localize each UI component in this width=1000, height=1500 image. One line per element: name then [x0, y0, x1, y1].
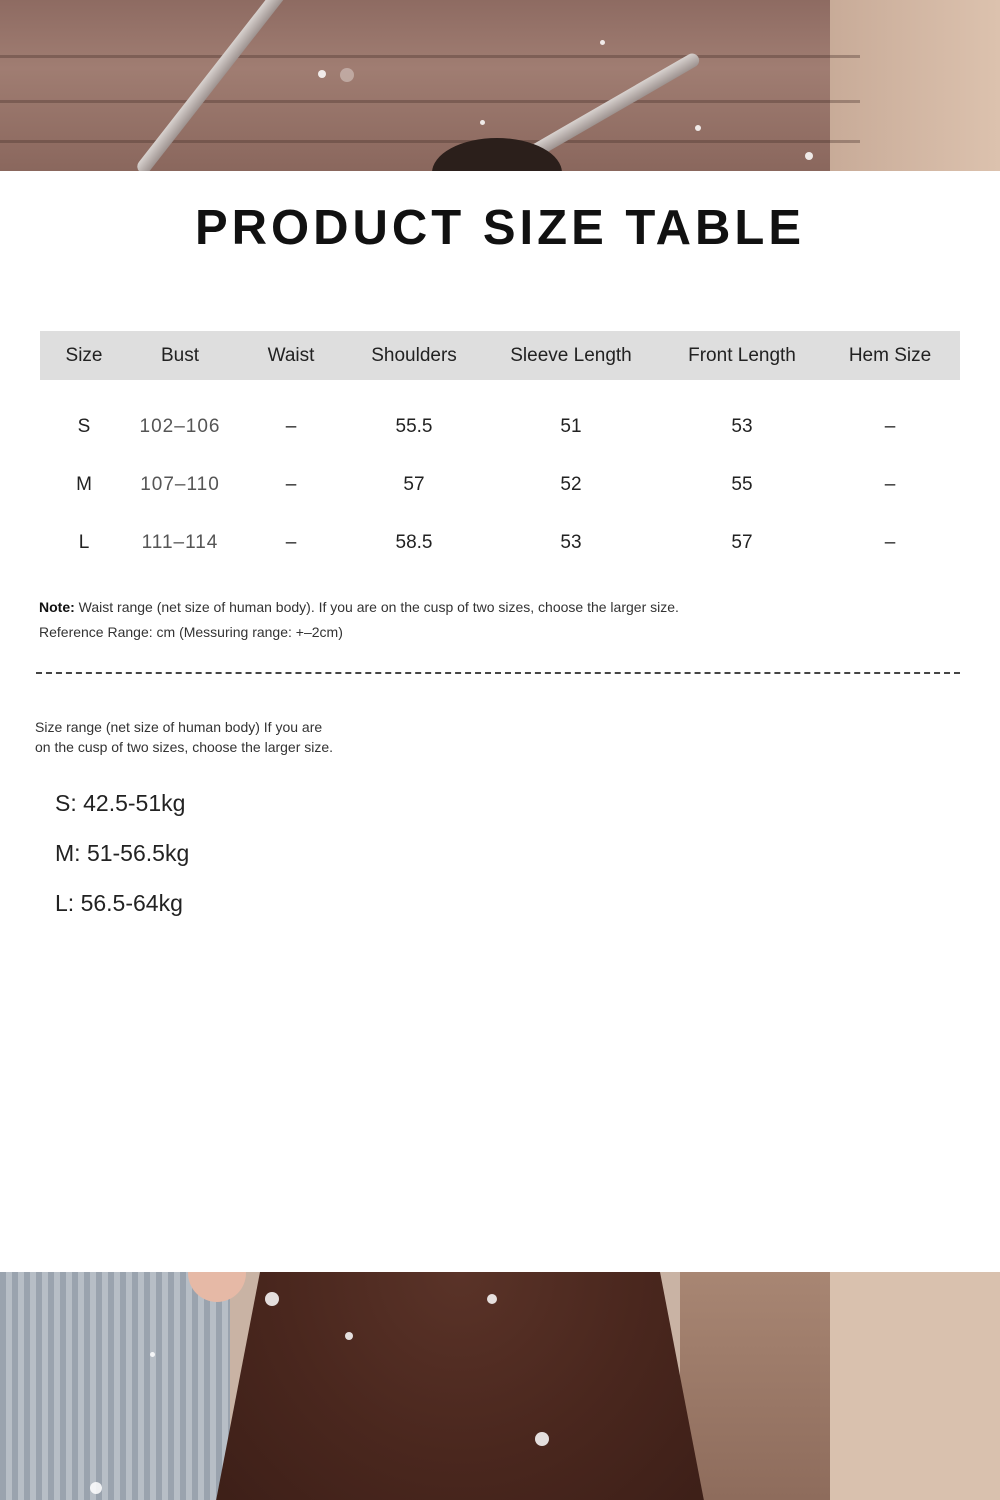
cell-shoulders: 57	[403, 474, 425, 495]
note-label: Note:	[39, 599, 75, 615]
photo-velvet-skirt	[210, 1272, 710, 1500]
cell-hem-size: –	[884, 474, 896, 495]
note-line	[39, 595, 679, 620]
header-bust: Bust	[160, 344, 200, 366]
cell-front-length: 57	[731, 532, 753, 553]
snowflake	[345, 1332, 353, 1340]
snowflake	[150, 1352, 155, 1357]
snowflake	[480, 120, 485, 125]
header-shoulders: Shoulders	[371, 344, 457, 366]
cell-bust: 111–114	[141, 532, 219, 553]
table-row	[40, 514, 960, 572]
top-product-photo	[0, 0, 1000, 171]
cell-shoulders: 58.5	[395, 532, 433, 553]
size-range-description	[35, 717, 395, 757]
table-row	[40, 456, 960, 514]
snowflake	[318, 70, 326, 78]
photo-wall-stripe	[0, 140, 860, 143]
header-hem-size: Hem Size	[848, 344, 932, 366]
bottom-product-photo	[0, 1272, 1000, 1500]
photo-wall	[830, 0, 1000, 171]
cell-sleeve-length: 51	[560, 416, 582, 437]
weight-item-l: L: 56.5-64kg	[55, 890, 183, 916]
snowflake	[265, 1292, 279, 1306]
size-range-line: on the cusp of two sizes, choose the larger size.	[35, 739, 334, 755]
photo-wall-stripe	[0, 100, 860, 103]
weight-list	[55, 785, 189, 935]
photo-wall-stripe	[0, 55, 860, 58]
cell-hem-size: –	[884, 532, 896, 553]
photo-wall	[830, 1272, 1000, 1500]
cell-waist: –	[285, 532, 297, 553]
header-front-length: Front Length	[688, 344, 796, 366]
snowflake	[600, 40, 605, 45]
table-header-row	[40, 331, 960, 380]
cell-front-length: 53	[731, 416, 753, 437]
size-table	[40, 331, 960, 572]
weight-item-m: M: 51-56.5kg	[55, 840, 190, 866]
photo-branch	[522, 51, 702, 163]
cell-sleeve-length: 53	[560, 532, 582, 553]
cell-bust: 102–106	[139, 416, 221, 437]
snowflake	[535, 1432, 549, 1446]
cell-size: M	[76, 474, 92, 495]
weight-item-s: S: 42.5-51kg	[55, 790, 186, 816]
photo-branch	[134, 0, 287, 171]
header-waist: Waist	[267, 344, 315, 366]
size-note	[39, 595, 679, 645]
snowflake	[90, 1482, 102, 1494]
header-size: Size	[65, 344, 103, 366]
cell-waist: –	[285, 474, 297, 495]
cell-size: S	[77, 416, 91, 437]
snowflake	[695, 125, 701, 131]
cell-bust: 107–110	[140, 474, 220, 495]
photo-wall	[680, 1272, 830, 1500]
cell-hem-size: –	[884, 416, 896, 437]
cell-sleeve-length: 52	[560, 474, 582, 495]
snowflake	[487, 1294, 497, 1304]
cell-size: L	[78, 532, 90, 553]
photo-background-buildings	[0, 1272, 230, 1500]
header-sleeve-length: Sleeve Length	[510, 344, 632, 366]
cell-shoulders: 55.5	[395, 416, 433, 437]
dashed-divider	[36, 672, 960, 674]
snowflake	[805, 152, 813, 160]
page-title: PRODUCT SIZE TABLE	[194, 201, 806, 255]
cell-front-length: 55	[731, 474, 753, 495]
snowflake	[340, 68, 354, 82]
cell-waist: –	[285, 416, 297, 437]
note-text: Waist range (net size of human body). If you are on the cusp of two sizes, choose the larger size.	[74, 599, 679, 615]
reference-range: Reference Range: cm (Messuring range: +–2cm)	[39, 624, 343, 640]
size-range-line: Size range (net size of human body) If you are	[35, 719, 323, 735]
table-row	[40, 380, 960, 456]
